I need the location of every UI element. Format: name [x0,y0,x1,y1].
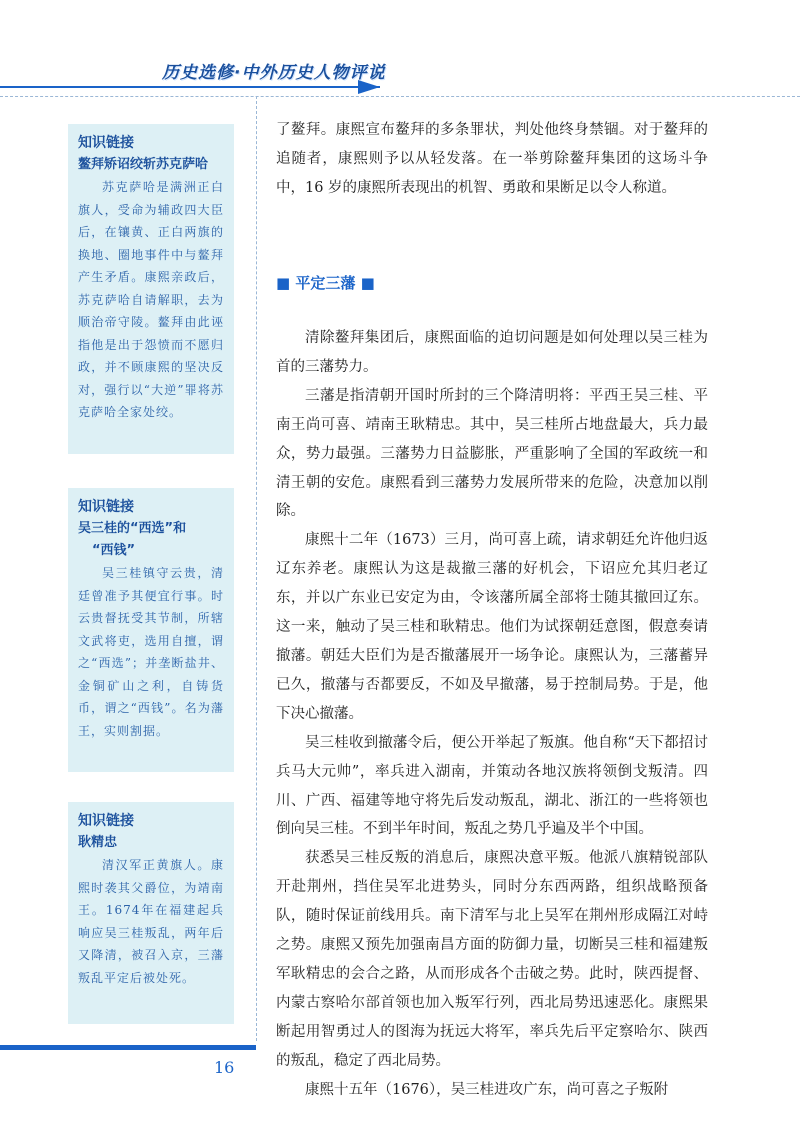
column-divider [256,96,257,1041]
page-number: 16 [214,1058,235,1077]
knowledge-link-title: 知识链接 [78,135,134,151]
knowledge-link-box-1 [68,124,234,454]
body-paragraph: 清除鳌拜集团后，康熙面临的迫切问题是如何处理以吴三桂为首的三藩势力。 [276,330,708,375]
intro-paragraph: 了鳌拜。康熙宣布鳌拜的多条罪状，判处他终身禁锢。对于鳌拜的追随者，康熙则予以从轻发落。在一举剪除鳌拜集团的这场斗争中，16 岁的康熙所表现出的机智、勇敢和果断足以令人称道。 [276,122,708,196]
knowledge-link-title: 知识链接 [78,813,134,829]
page-header [0,0,800,100]
footer-rule [0,1045,256,1050]
body-paragraph: 康熙十五年（1676），吴三桂进攻广东，尚可喜之子叛附 [305,1081,669,1098]
knowledge-link-body: 吴三桂镇守云贵，清廷曾准予其便宜行事。时云贵督抚受其节制，所辖文武将吏，选用自擅，谓之“西选”；并垄断盐井、金铜矿山之利，自铸货币，谓之“西钱”。名为藩王，实则割据。 [78,566,224,738]
body-paragraph: 康熙十二年（1673）三月，尚可喜上疏，请求朝廷允许他归返辽东养老。康熙认为这是裁撤三藩的好机会，下诏应允其归老辽东，并以广东业已安定为由，令该藩所属全部将士随其撤回辽东。这一来，触动了吴三桂和耿精忠。他们为试探朝廷意图，假意奏请撤藩。朝廷大臣们为是否撤藩展开一场争论。康熙认为，三藩蓄异已久，撤藩与否都要反，不如及早撤藩，易于控制局势。于是，他下决心撤藩。 [276,532,708,722]
knowledge-link-body: 苏克萨哈是满洲正白旗人，受命为辅政四大臣后，在镶黄、正白两旗的换地、圈地事件中与鳌拜产生矛盾。康熙亲政后，苏克萨哈自请解职，去为顺治帝守陵。鳌拜由此诬指他是出于怨愤而不愿归政，并不顾康熙的坚决反对，强行以“大逆”罪将苏克萨哈全家处绞。 [78,180,224,419]
body-paragraph: 三藩是指清朝开国时所封的三个降清明将：平西王吴三桂、平南王尚可喜、靖南王耿精忠。其中，吴三桂所占地盘最大，兵力最众，势力最强。三藩势力日益膨胀，严重影响了全国的军政统一和清王朝的安危。康熙看到三藩势力发展所带来的危险，决意加以削除。 [276,387,708,520]
knowledge-link-body: 清汉军正黄旗人。康熙时袭其父爵位，为靖南王。1674年在福建起兵响应吴三桂叛乱，两年后又降清，被召入京，三藩叛乱平定后被处死。 [78,858,224,985]
main-text [276,324,708,1104]
header-rule [0,86,380,88]
header-dotted-rule [0,96,800,97]
knowledge-link-heading: 鳌拜矫诏绞斩苏克萨哈 [78,157,209,172]
knowledge-link-heading-cont: “西钱” [92,543,136,558]
knowledge-link-heading: 吴三桂的“西选”和 [78,521,187,536]
knowledge-link-box-3 [68,802,234,1024]
section-title: ■ 平定三藩 ■ [276,274,375,292]
header-title: 历史选修·中外历史人物评说 [162,63,386,83]
knowledge-link-heading: 耿精忠 [78,835,118,850]
intro-block [276,116,708,203]
knowledge-link-title: 知识链接 [78,499,134,515]
knowledge-link-box-2 [68,488,234,772]
header-arrow-icon [358,80,380,94]
body-paragraph: 获悉吴三桂反叛的消息后，康熙决意平叛。他派八旗精锐部队开赴荆州，挡住吴军北进势头，同时分东西两路，组织战略预备队，随时保证前线用兵。南下清军与北上吴军在荆州形成隔江对峙之势。康熙又预先加强南昌方面的防御力量，切断吴三桂和福建叛军耿精忠的会合之路，从而形成各个击破之势。此时，陕西提督、内蒙古察哈尔部首领也加入叛军行列，西北局势迅速恶化。康熙果断起用智勇过人的图海为抚远大将军，率兵先后平定察哈尔、陕西的叛乱，稳定了西北局势。 [276,850,708,1069]
body-paragraph: 吴三桂收到撤藩令后，便公开举起了叛旗。他自称“天下都招讨兵马大元帅”，率兵进入湖南，并策动各地汉族将领倒戈叛清。四川、广西、福建等地守将先后发动叛乱，湖北、浙江的一些将领也倒向吴三桂。不到半年时间，叛乱之势几乎遍及半个中国。 [276,734,708,838]
